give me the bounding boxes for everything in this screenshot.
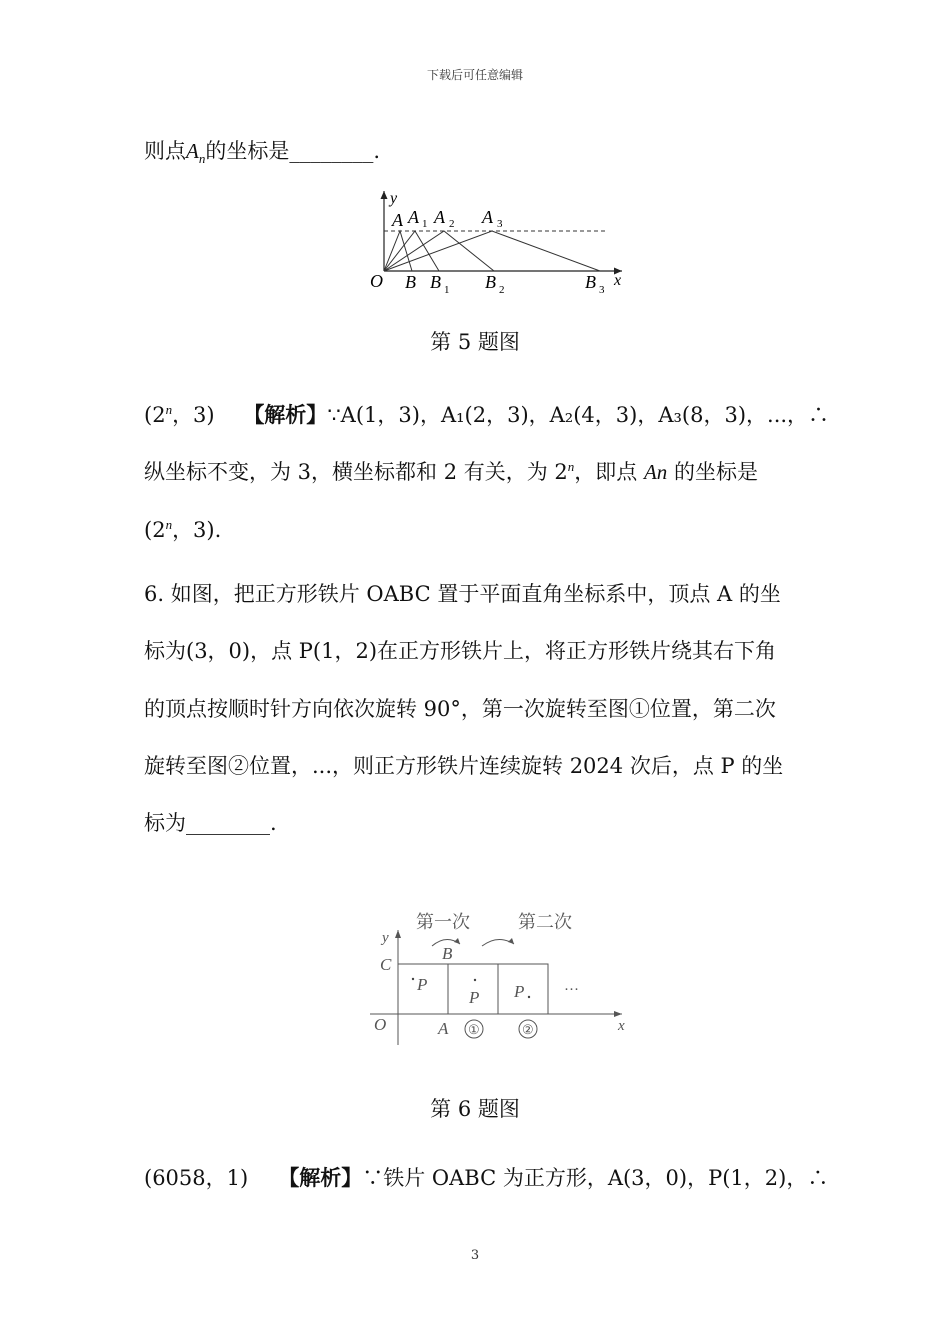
q6-label-circ-2: ② bbox=[522, 1022, 534, 1037]
q5-label-y: y bbox=[390, 190, 398, 207]
q5-label-A: A bbox=[392, 210, 403, 230]
q6-label-B: B bbox=[442, 944, 453, 963]
q6-label-y: y bbox=[382, 930, 389, 946]
q6-analysis-tag: 【解析】 bbox=[278, 1165, 363, 1190]
q5-label-B1-sub: 1 bbox=[444, 284, 450, 296]
q5-answer-line2 bbox=[144, 452, 758, 487]
q6-line-3: 的顶点按顺时针方向依次旋转 90°，第一次旋转至图①位置，第二次 bbox=[144, 697, 776, 721]
q5-label-A3: A bbox=[482, 207, 493, 227]
q6-point-P-dot bbox=[412, 978, 414, 980]
q5-triangle-A3 bbox=[384, 231, 600, 271]
q6-label-dots: ··· bbox=[564, 982, 579, 998]
q5-label-A3-sub: 3 bbox=[497, 218, 503, 230]
q5-answer-value-post: ，3) bbox=[172, 403, 215, 427]
page-number: 3 bbox=[470, 1248, 480, 1263]
q5-analysis-text: ∵A(1，3)，A₁(2，3)，A₂(4，3)，A₃(8，3)，...，∴ bbox=[327, 403, 830, 427]
q5-tail-prefix: 则点 bbox=[144, 139, 186, 163]
q5-label-B3-sub: 3 bbox=[599, 284, 605, 296]
q6-point-P1-dot bbox=[474, 979, 476, 981]
q5-figure bbox=[360, 185, 640, 300]
q5-line2-pre: 纵坐标不变，为 3，横坐标都和 2 有关，为 2 bbox=[144, 460, 568, 484]
q5-question-tail bbox=[144, 136, 380, 174]
q6-label-P1: P bbox=[469, 988, 480, 1007]
q5-label-A1-sub: 1 bbox=[422, 218, 428, 230]
q6-figure bbox=[360, 900, 640, 1045]
q6-label-x: x bbox=[618, 1018, 625, 1034]
q5-label-B2-sub: 2 bbox=[499, 284, 505, 296]
q5-line3-sup: n bbox=[165, 517, 173, 532]
q5-answer-line3 bbox=[144, 510, 221, 545]
q5-line3-pre: (2 bbox=[144, 518, 166, 542]
q6-analysis-text: ∵铁片 OABC 为正方形，A(3，0)，P(1，2)，∴ bbox=[362, 1166, 829, 1190]
q6-label-P: P bbox=[417, 975, 428, 994]
q5-figure-caption: 第 5 题图 bbox=[430, 330, 520, 354]
q6-line-2: 标为(3，0)，点 P(1，2)在正方形铁片上，将正方形铁片绕其右下角 bbox=[144, 639, 777, 663]
q5-answer-value-pre: (2 bbox=[144, 403, 166, 427]
q5-label-B: B bbox=[405, 272, 416, 292]
q5-analysis-tag: 【解析】 bbox=[243, 402, 328, 427]
q6-line-1: 6. 如图，把正方形铁片 OABC 置于平面直角坐标系中，顶点 A 的坐 bbox=[144, 582, 781, 606]
q6-label-C: C bbox=[380, 955, 392, 974]
q5-label-A2: A bbox=[434, 207, 445, 227]
q6-arc-second bbox=[482, 939, 514, 946]
q5-tail-suffix: 的坐标是________. bbox=[205, 139, 381, 163]
q6-answer-value: (6058，1) bbox=[144, 1166, 249, 1190]
q5-label-A2-sub: 2 bbox=[449, 218, 455, 230]
q5-line2-point: An bbox=[643, 460, 668, 484]
q6-label-O: O bbox=[374, 1015, 387, 1034]
q6-line-4: 旋转至图②位置，...，则正方形铁片连续旋转 2024 次后，点 P 的坐 bbox=[144, 754, 784, 778]
q5-label-B3: B bbox=[585, 272, 596, 292]
q6-label-A: A bbox=[438, 1019, 449, 1038]
q5-answer-value-sup: n bbox=[165, 402, 173, 417]
q6-label-second: 第二次 bbox=[518, 912, 572, 932]
q5-answer-line1 bbox=[144, 395, 829, 430]
q5-label-A1: A bbox=[408, 207, 419, 227]
q5-line2-post: 的坐标是 bbox=[667, 460, 758, 484]
q5-y-arrow bbox=[381, 191, 388, 199]
q5-line2-sup: n bbox=[567, 459, 575, 474]
q5-label-B1: B bbox=[430, 272, 441, 292]
q6-label-circ-1: ① bbox=[468, 1022, 480, 1037]
q5-label-x: x bbox=[614, 272, 622, 289]
q5-point-base: A bbox=[186, 139, 199, 163]
q5-line2-mid: ，即点 bbox=[574, 460, 644, 484]
q6-y-arrow bbox=[395, 930, 401, 938]
q6-answer-line bbox=[144, 1163, 828, 1193]
q6-point-P2-dot bbox=[528, 996, 530, 998]
page-header: 下载后可任意编辑 bbox=[426, 68, 523, 82]
q5-label-O: O bbox=[370, 271, 383, 291]
q5-point-sub: n bbox=[198, 151, 206, 167]
q6-label-P2: P bbox=[514, 982, 525, 1001]
q5-line3-post: ，3). bbox=[172, 518, 222, 542]
q6-label-first: 第一次 bbox=[416, 912, 470, 932]
q6-figure-caption: 第 6 题图 bbox=[430, 1097, 520, 1121]
q5-label-B2: B bbox=[485, 272, 496, 292]
q6-line-5: 标为________. bbox=[144, 811, 277, 835]
q6-x-arrow bbox=[614, 1011, 622, 1017]
